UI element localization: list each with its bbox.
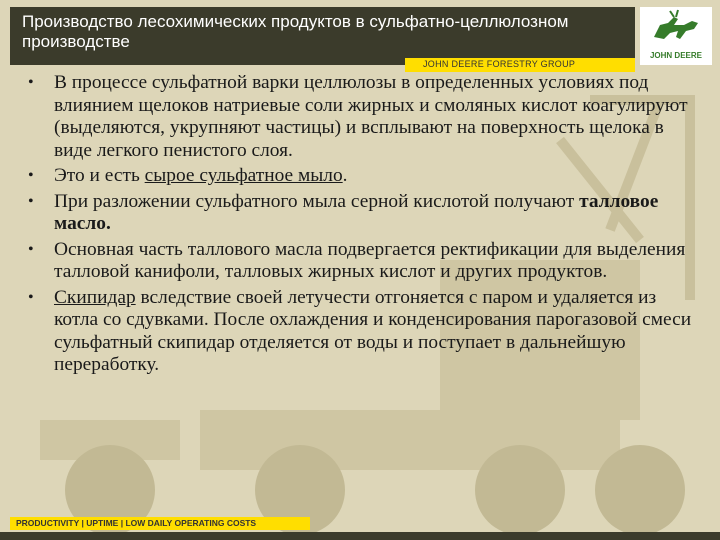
bullet-item <box>28 287 700 377</box>
footer-strip <box>10 517 310 530</box>
term-sulfate-soap: сырое сульфатное мыло <box>144 165 343 186</box>
bullet-text-suffix: . <box>342 165 348 186</box>
group-label: JOHN DEERE FORESTRY GROUP <box>423 59 576 69</box>
logo-wordmark: JOHN DEERE <box>649 51 702 60</box>
term-tall-oil: талловое масло <box>54 190 659 234</box>
deer-logo-icon <box>640 7 712 51</box>
bullet-text: Основная часть таллового масла подвергается ректификации для выделения талловой канифоли, талловых жирных кислот и других продуктов. <box>54 238 686 282</box>
bullet-dot-icon: • <box>28 74 34 91</box>
john-deere-logo <box>640 7 712 65</box>
term-turpentine: Скипидар <box>54 286 136 308</box>
bullet-dot-icon: • <box>28 288 34 306</box>
bullet-dot-icon: • <box>28 240 34 258</box>
bullet-text-prefix: При разложении сульфатного мыла серной кислотой получают <box>54 190 580 212</box>
slide-title: Производство лесохимических продуктов в сульфатно-целлюлозном производстве <box>22 12 569 51</box>
bullet-dot-icon: • <box>28 192 34 210</box>
bullet-text-prefix: Это и есть <box>54 165 145 186</box>
bullet-item <box>28 72 700 162</box>
bullet-item <box>28 239 700 284</box>
bullet-text-suffix: вследствие своей летучести отгоняется с паром и удаляется из котла со сдувками. После охлаждения и конденсирования парогазовой смеси сульфатный скипидар отделяется от воды и поступает в дальнейшую переработку. <box>54 286 692 375</box>
slide-body <box>28 72 700 380</box>
title-bar <box>10 7 635 69</box>
bullet-text: В процессе сульфатной варки целлюлозы в определенных условиях под влиянием щелоков натриевые соли жирных и смоляных кислот коагулируют (выделяются, укрупняют частицы) и всплывают на поверхность щелока в виде легкого пенистого слоя. <box>54 72 688 161</box>
bullet-text-suffix: . <box>105 213 111 234</box>
bullet-list <box>28 72 700 377</box>
bullet-dot-icon: • <box>28 167 34 184</box>
footer-tagline: PRODUCTIVITY | UPTIME | LOW DAILY OPERATING COSTS <box>16 518 257 528</box>
group-label-strip <box>405 58 635 72</box>
bottom-bar <box>0 532 720 540</box>
bullet-item <box>28 165 700 188</box>
bullet-item <box>28 191 700 236</box>
